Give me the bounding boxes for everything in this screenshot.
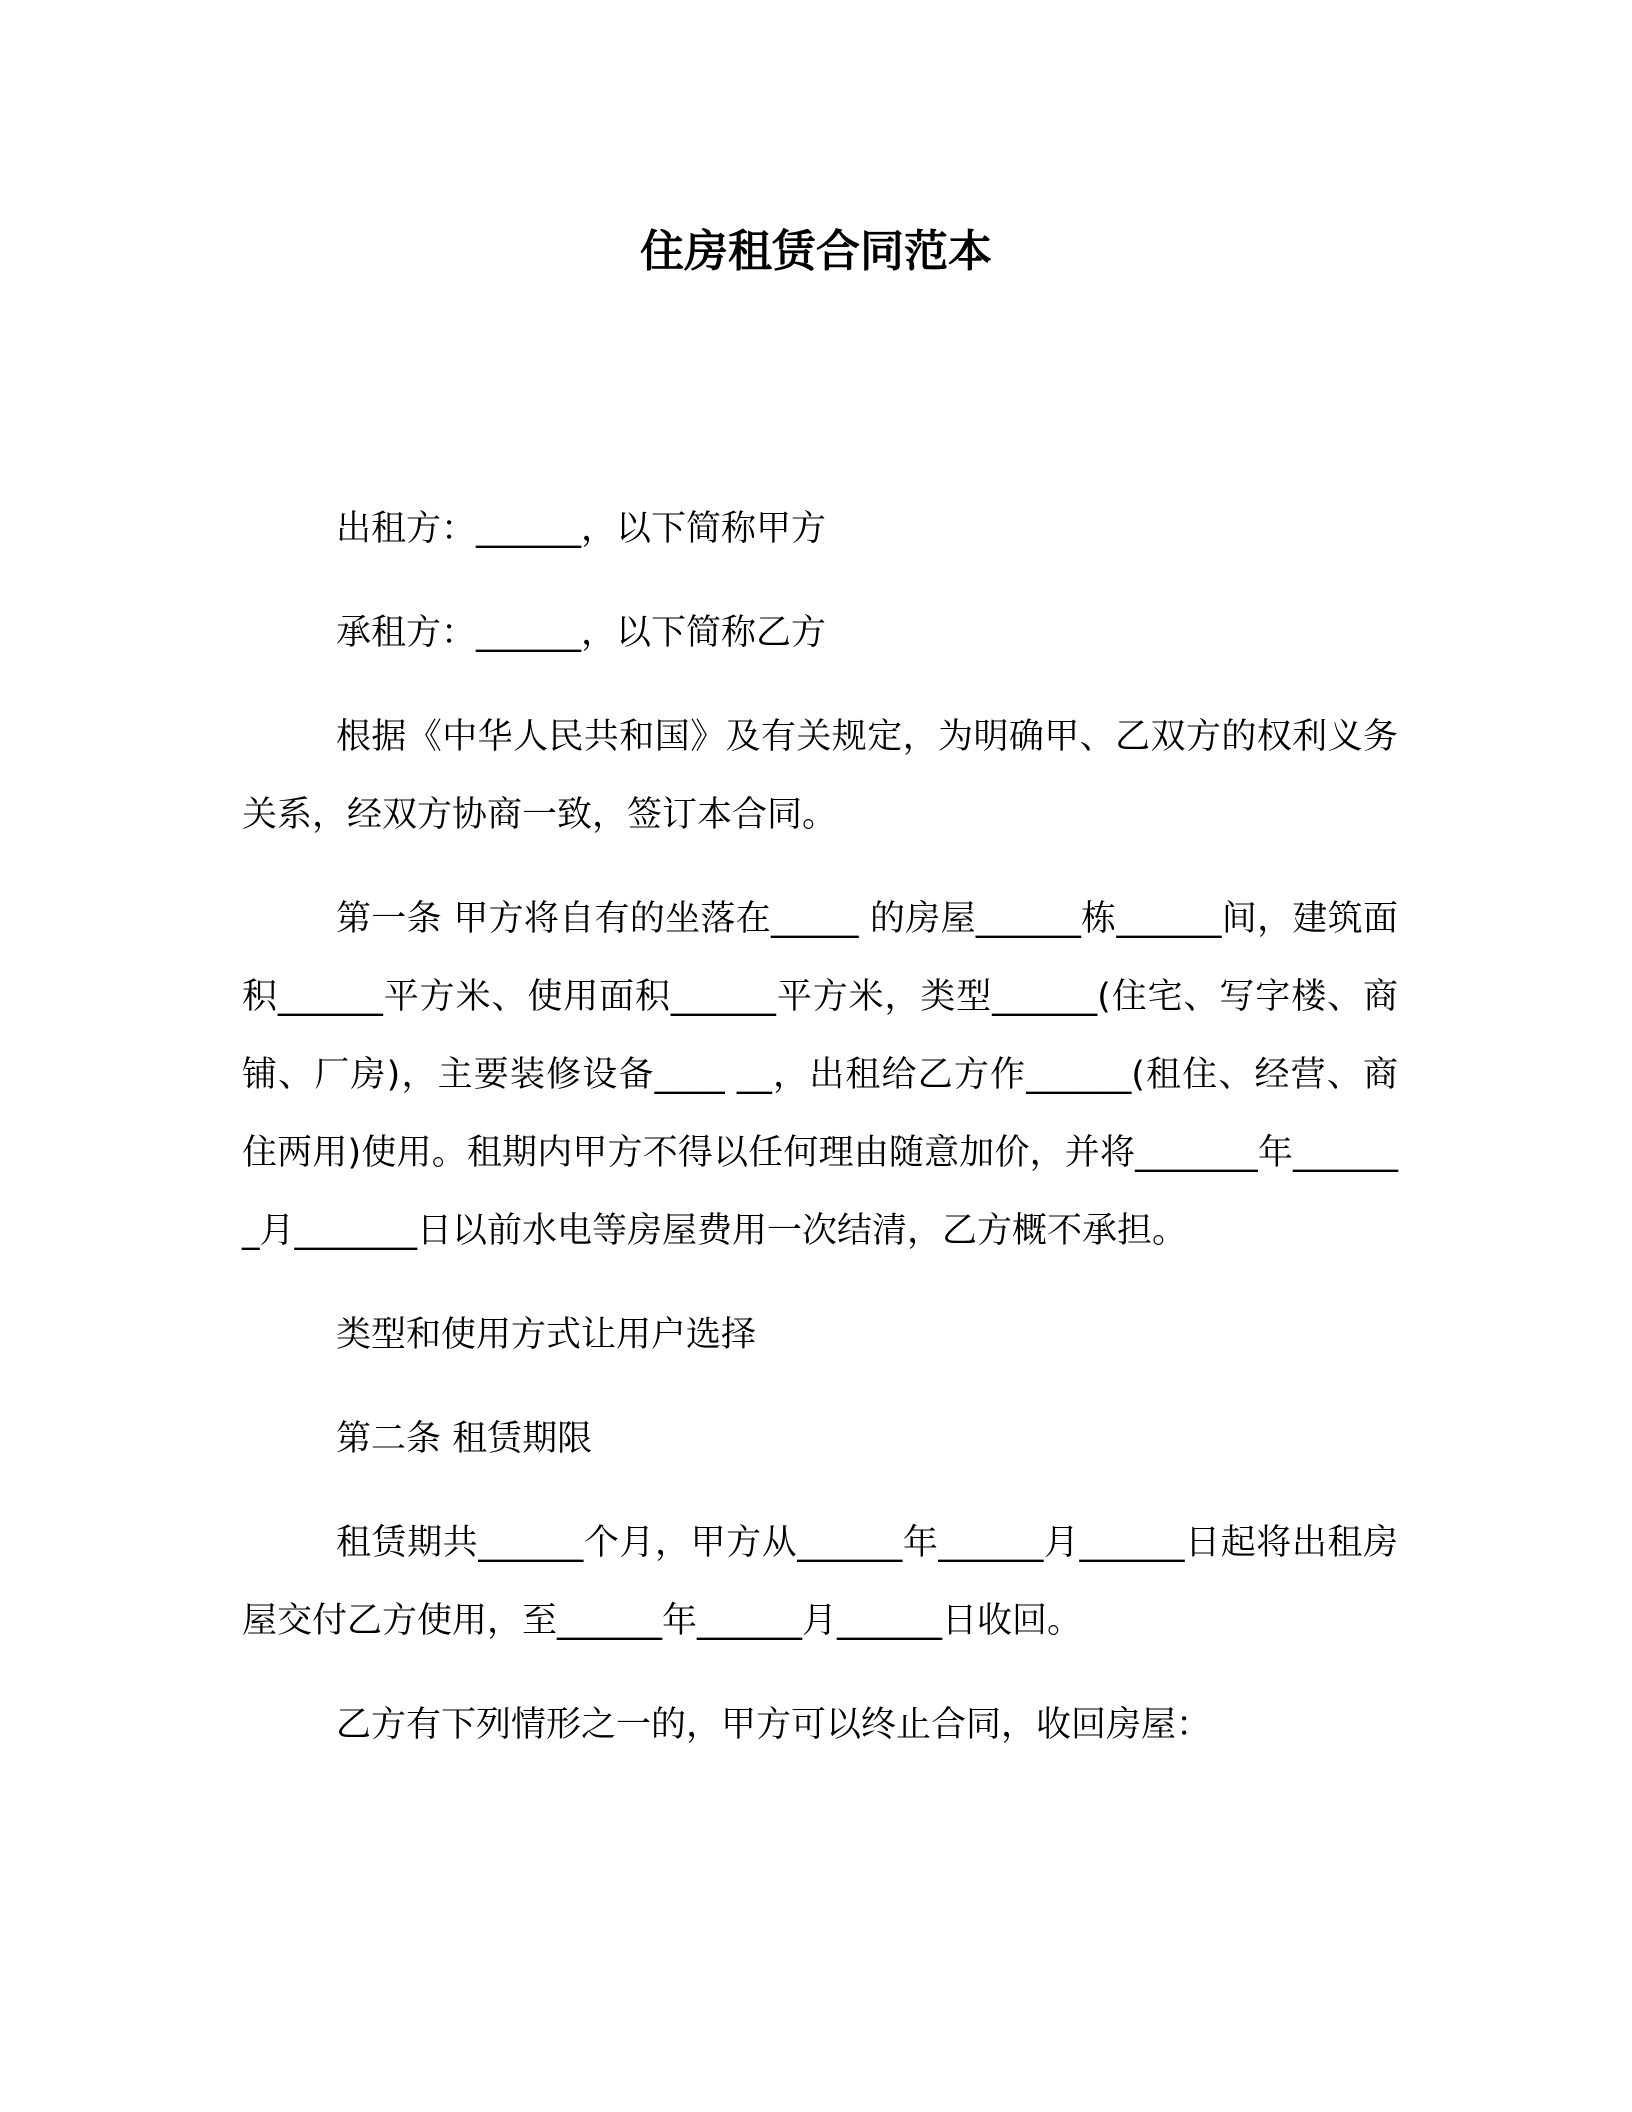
document-title: 住房租赁合同范本 (640, 226, 992, 277)
termination-paragraph: 乙方有下列情形之一的，甲方可以终止合同，收回房屋： (336, 1705, 1212, 1745)
lessor-line: 出租方：______，以下简称甲方 (336, 509, 827, 549)
article-two-heading: 第二条 租赁期限 (336, 1419, 593, 1459)
article-one-paragraph: 第一条 甲方将自有的坐落在_____ 的房屋______栋______间，建筑面积______平方米、使用面积______平方米，类型______(住宅、写字楼、商铺、厂房)，主要装修设备____ __，出租给乙方作______(租住、经营、商住两用)使用。租期内甲方不得以任何理由随意加价，并将_______年_______月_______日以前水电等房屋费用一次结清，乙方概不承担。 (242, 899, 1398, 1251)
lessee-line: 承租方：______，以下简称乙方 (336, 613, 827, 653)
document-body (242, 490, 1398, 1790)
lease-term-paragraph: 租赁期共______个月，甲方从______年______月______日起将出租房屋交付乙方使用，至______年______月______日收回。 (242, 1523, 1398, 1641)
preamble-paragraph: 根据《中华人民共和国》及有关规定，为明确甲、乙双方的权利义务关系，经双方协商一致，签订本合同。 (242, 717, 1398, 835)
note-paragraph: 类型和使用方式让用户选择 (336, 1315, 757, 1355)
